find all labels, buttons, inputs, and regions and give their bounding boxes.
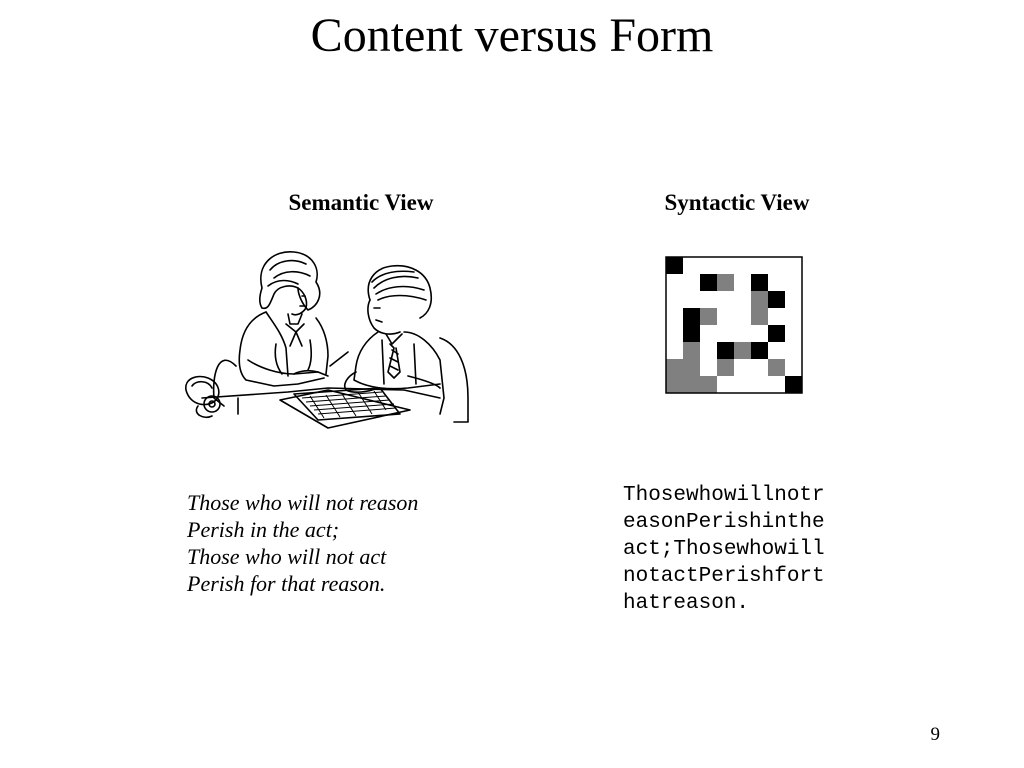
pixel-cell	[700, 325, 717, 342]
pixel-cell	[683, 274, 700, 291]
pixel-cell	[666, 342, 683, 359]
pixel-cell	[717, 325, 734, 342]
pixel-cell	[700, 342, 717, 359]
pixel-cell	[717, 359, 734, 376]
pixel-cell	[751, 359, 768, 376]
pixel-cell	[683, 325, 700, 342]
pixel-cell	[768, 325, 785, 342]
pixel-cell	[751, 342, 768, 359]
pixel-cell	[768, 274, 785, 291]
pixel-cell	[751, 376, 768, 393]
pixel-cell	[683, 342, 700, 359]
character-stream-line: hatreason.	[623, 592, 750, 615]
pixel-cell	[734, 257, 751, 274]
pixel-cell	[785, 325, 802, 342]
pixel-cell	[751, 274, 768, 291]
pixel-cell	[683, 257, 700, 274]
page-number: 9	[930, 724, 940, 745]
pixel-cell	[700, 291, 717, 308]
pixel-cell	[785, 342, 802, 359]
poem-line: Perish in the act;	[187, 517, 340, 542]
pixel-cell	[717, 308, 734, 325]
character-stream-line: act;Thosewhowill	[623, 538, 825, 561]
pixel-cell	[683, 359, 700, 376]
pixel-cell	[734, 325, 751, 342]
pixel-cell	[700, 376, 717, 393]
poem-line: Those who will not reason	[187, 490, 419, 515]
pixel-cell	[734, 274, 751, 291]
pixel-cell	[683, 291, 700, 308]
pixel-cell	[768, 342, 785, 359]
pixel-cell	[785, 308, 802, 325]
pixel-cell	[785, 274, 802, 291]
slide-title: Content versus Form	[310, 9, 714, 62]
pixel-cell	[768, 308, 785, 325]
pixel-grid	[665, 256, 803, 394]
character-stream-line: notactPerishfort	[623, 565, 825, 588]
pixel-cell	[700, 308, 717, 325]
semantic-view-heading: Semantic View	[288, 190, 434, 215]
poem-line: Those who will not act	[187, 544, 387, 569]
pixel-cell	[734, 359, 751, 376]
pixel-cell	[666, 291, 683, 308]
pixel-cell	[751, 257, 768, 274]
pixel-cell	[717, 274, 734, 291]
pixel-cell	[666, 359, 683, 376]
pixel-cell	[768, 376, 785, 393]
pixel-cell	[700, 359, 717, 376]
syntactic-view-heading: Syntactic View	[664, 190, 810, 215]
pixel-cell	[785, 359, 802, 376]
pixel-cell	[785, 376, 802, 393]
pixel-cell	[700, 257, 717, 274]
pixel-cell	[717, 257, 734, 274]
pixel-cell	[768, 257, 785, 274]
pixel-cell	[666, 274, 683, 291]
pixel-cell	[734, 291, 751, 308]
poem-line: Perish for that reason.	[187, 571, 386, 596]
character-stream-text	[623, 482, 883, 617]
pixel-cell	[734, 308, 751, 325]
pixel-cell	[666, 308, 683, 325]
pixel-cell	[751, 325, 768, 342]
pixel-cell	[666, 325, 683, 342]
pixel-cell	[683, 308, 700, 325]
pixel-cell	[683, 376, 700, 393]
pixel-grid-cells	[666, 257, 802, 393]
pixel-cell	[717, 376, 734, 393]
pixel-cell	[768, 359, 785, 376]
pixel-cell	[666, 257, 683, 274]
pixel-cell	[717, 291, 734, 308]
pixel-cell	[734, 376, 751, 393]
poem-text	[187, 489, 487, 597]
character-stream-line: Thosewhowillnotr	[623, 484, 825, 507]
pixel-cell	[734, 342, 751, 359]
two-people-at-desk-illustration	[178, 248, 474, 432]
pixel-cell	[717, 342, 734, 359]
pixel-cell	[768, 291, 785, 308]
pixel-cell	[751, 291, 768, 308]
pixel-cell	[700, 274, 717, 291]
pixel-cell	[666, 376, 683, 393]
pixel-cell	[785, 291, 802, 308]
pixel-cell	[785, 257, 802, 274]
character-stream-line: easonPerishinthe	[623, 511, 825, 534]
pixel-cell	[751, 308, 768, 325]
